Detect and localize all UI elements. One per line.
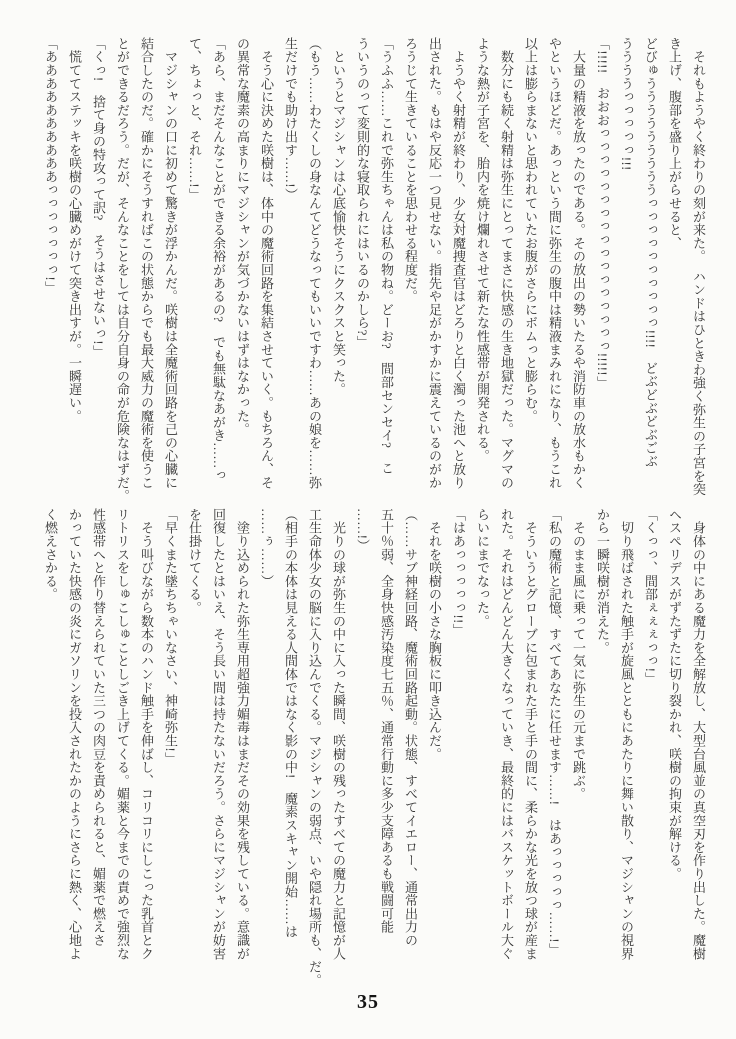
text-line: そういうとグローブに包まれた手と手の間に、柔らかな光を放つ球が産ま (523, 508, 538, 961)
text-line: ろうじて生きていることを思わせる程度だ。 (403, 37, 418, 303)
page-number: 35 (357, 991, 379, 1013)
text-line: 結合したのだ。確かにそうすればこの状態からでも最大威力の魔術を使うこ (139, 37, 154, 490)
text-line: き上げ、腹部を盛り上がらせると、 (667, 37, 682, 250)
text-line: く燃えさかる。 (43, 508, 58, 602)
text-line: ヘスペリデスがずたずたに切り裂かれ、咲樹の拘束が解ける。 (667, 508, 682, 881)
text-line: を仕掛けてくる。 (187, 508, 202, 615)
text-line: れた。それはどんどん大きくなっていき、最終的にはバスケットボール大ぐ (499, 508, 514, 961)
text-line: ううううっっっっっ!!! (619, 37, 634, 171)
text-line: 「!!!!! おおおっっっっっっっっっっっっっっっっっ!!!!!」 (595, 37, 610, 390)
text-line: ういうのって変則的な寝取られにはいるのかしら?」 (355, 37, 370, 349)
text-line: 光りの球が弥生の中に入った瞬間、咲樹の残ったすべての魔力と記憶が人 (331, 508, 346, 961)
text-line: て、ちょっと、それ……!」 (187, 37, 202, 202)
text-line: （……サブ神経回路、魔術回路起動。状態、すべてイエロー、通常出力の (403, 508, 418, 947)
text-line: 塗り込められた弥生専用超強力媚毒はまだその効果を残している。意識が (235, 508, 250, 961)
text-line: そう心に決めた咲樹は、体中の魔術回路を集結させていく。もちろん、そ (259, 37, 274, 490)
text-line: 五十％弱、全身快感汚染度七五％、通常行動に多少支障あるも戦闘可能 (379, 508, 394, 934)
text-line: の異常な魔素の高まりにマジシャンが気づかないはずはなかった。 (235, 37, 250, 436)
text-line: 「はあっっっっっ!!」 (451, 508, 466, 637)
text-line: 大量の精液を放ったのである。その放出の勢いたるや消防車の放水もかく (571, 37, 586, 490)
text-line: そのまま風に乗って一気に弥生の元まで跳ぶ。 (571, 508, 586, 801)
text-line: 以上は膨らまないと思われていたお腹がさらにボムっと膨らむ。 (523, 37, 538, 423)
text-line: 生だけでも助け出す……!） (283, 37, 298, 202)
text-line: というとマジシャンは心底愉快そうにクスクスと笑った。 (331, 37, 346, 397)
text-line: 「うふふ……これで弥生ちゃんは私の物ね。どーお? 間部センセイ? こ (379, 37, 394, 475)
text-line: それを咲樹の小さな胸板に叩き込んだ。 (427, 508, 442, 761)
text-line: それもようやく終わりの刻が来た。 ハンドはひときわ強く弥生の子宮を突 (691, 37, 706, 496)
text-line: ……ぅ……） (259, 508, 274, 588)
text-line: マジシャンの口に初めて驚きが浮かんだ。咲樹は全魔術回路を己の心臓に (163, 37, 178, 490)
text-line: 「あら、まだそんなことができる余裕があるの? でも無駄なあがき……っ (211, 37, 226, 482)
text-line: 「くっ! 捨て身の特攻って訳? そうはさせないっ!」 (91, 37, 106, 359)
text-line: ような熱が子宮を、胎内を焼け爛れさせて新たな性感帯が開発される。 (475, 37, 490, 463)
text-line: らいにまでなった。 (475, 508, 490, 628)
text-line: 「ああああああああああっっっっっっっ!」 (43, 37, 58, 295)
text-line: ……!） (355, 508, 370, 553)
text-line: 「私の魔術と記憶、すべてあなたに任せます……! はあっっっっっ……!」 (547, 508, 562, 957)
text-line: そう叫びながら数本のハンド触手を伸ばし、コリコリにしこった乳首とク (139, 508, 154, 961)
text-line: とができるだろう。だが、そんなことをしては自分自身の命が危険なはずだ。 (115, 37, 130, 503)
text-line: 「くっっ、間部ぇぇぇっっ!」 (643, 508, 658, 686)
text-line: 出された。もはや反応一つ見せない。指先や足がかすかに震えているのがか (427, 37, 442, 490)
text-line: 回復したとはいえ、そう長い間は持たないだろう。さらにマジシャンが妨害 (211, 508, 226, 961)
text-line: ようやく射精が終わり、少女対魔捜査官はどろりと白く濁った池へと放り (451, 37, 466, 490)
text-line: （もう……わたくしの身なんてどうなってもいいですわ……あの娘を……弥 (307, 37, 322, 490)
text-line: 慌ててステッキを咲樹の心臓めがけて突き出すが。一瞬遅い。 (67, 37, 82, 423)
text-line: 「早くまた墜ちちゃいなさい、神崎弥生!」 (163, 508, 178, 766)
text-line: 身体の中にある魔力を全解放し、大型台風並の真空刃を作り出した。魔樹 (691, 508, 706, 961)
text-line: （相手の本体は見える人間体ではなく影の中! 魔素スキャン開始……は (283, 508, 298, 939)
text-line: 工生命体少女の脳に入り込んでくる。マジシャンの弱点、いや隠れ場所も、だ。 (307, 508, 322, 987)
text-line: 性感帯へと作り替えられていた三つの肉豆を責められると、媚薬で燃えさ (91, 508, 106, 947)
top-text-block (38, 37, 710, 503)
bottom-text-block (38, 508, 710, 987)
text-line: 数分にも続く射精は弥生にとってまさに快感の生き地獄だった。マグマの (499, 37, 514, 490)
text-line: どびゅうううううううううっっっっっっっっっっ!!!! どぶどぶどぶごぶ (643, 37, 658, 468)
text-line: やというほどだ。あっという間に弥生の腹中は精液まみれになり、もうこれ (547, 37, 562, 490)
text-line: かっていた快感の炎にガソリンを投入されたかのようにさらに熱く、心地よ (67, 508, 82, 961)
text-line: リトリスをしゅこしゅことしごき上げてくる。媚薬と今までの責めで強烈な (115, 508, 130, 961)
text-line: 切り飛ばされた触手が旋風とともにあたりに舞い散り、マジシャンの視界 (619, 508, 634, 961)
text-line: から一瞬咲樹が消えた。 (595, 508, 610, 655)
